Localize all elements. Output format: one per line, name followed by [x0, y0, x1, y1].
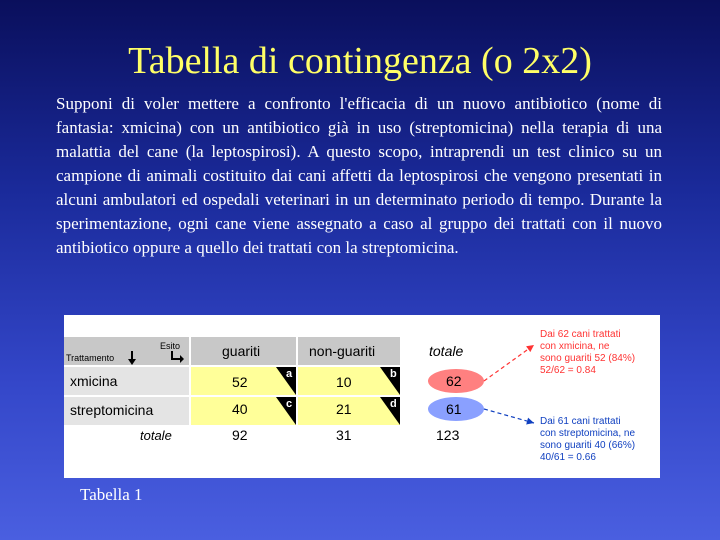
annotation-bottom-line-3: sono guariti 40 (66%) — [540, 440, 636, 451]
header-trattamento-label: Trattamento — [66, 353, 115, 363]
cell-b-letter: b — [390, 368, 397, 380]
cell-a-letter: a — [286, 368, 293, 380]
row-xmicina-label: xmicina — [70, 373, 118, 389]
col-totale-label: totale — [429, 343, 464, 359]
total-nonguariti-value: 31 — [336, 427, 352, 443]
annotation-bottom-line-2: con streptomicina, ne — [540, 428, 636, 439]
annotation-bottom-line-4: 40/61 = 0.66 — [540, 452, 596, 463]
annotation-top-line-3: sono guariti 52 (84%) — [540, 353, 636, 364]
annotation-top-line-1: Dai 62 cani trattati — [540, 329, 621, 340]
annotation-bottom-line-1: Dai 61 cani trattati — [540, 416, 621, 427]
cell-b-value: 10 — [336, 374, 352, 390]
intro-paragraph: Supponi di voler mettere a confronto l'efficacia di un nuovo antibiotico (nome di fantasia: xmicina) con un antibiotico già in uso (streptomicina) nella terapia di una malattia del cane (la leptospirosi). A questo scopo, intraprendi un test clinico su un campione di animali costituito dai cani affetti da leptospirosi che vengono presentati in alcuni ambulatori ed ospedali veterinari in un determinato periodo di tempo. Durante la sperimentazione, ogni cane viene assegnato a caso al gruppo dei trattati con il nuovo antibiotico oppure a quello dei trattati con la streptomicina. — [56, 94, 662, 257]
annotation-top-line-2: con xmicina, ne — [540, 341, 610, 352]
col-guariti-label: guariti — [222, 343, 261, 359]
grand-total-value: 123 — [436, 427, 460, 443]
row-streptomicina-label: streptomicina — [70, 402, 154, 418]
cell-c-letter: c — [286, 398, 293, 410]
contingency-figure — [64, 315, 660, 478]
slide-title: Tabella di contingenza (o 2x2) — [128, 40, 592, 82]
annotation-top-arrow — [484, 345, 534, 381]
annotation-top-line-4: 52/62 = 0.84 — [540, 365, 596, 376]
cell-a-value: 52 — [232, 374, 248, 390]
header-esito-label: Esito — [160, 341, 181, 351]
annotation-bottom-arrow — [484, 409, 534, 423]
total-streptomicina-value: 61 — [446, 401, 462, 417]
col-nonguariti-label: non-guariti — [309, 343, 376, 359]
cell-d-letter: d — [390, 398, 397, 410]
total-xmicina-value: 62 — [446, 373, 462, 389]
total-guariti-value: 92 — [232, 427, 248, 443]
contingency-table-svg — [64, 315, 660, 478]
table-caption: Tabella 1 — [80, 485, 143, 504]
cell-d-value: 21 — [336, 401, 352, 417]
cell-c-value: 40 — [232, 401, 248, 417]
row-totale-label: totale — [140, 428, 172, 443]
